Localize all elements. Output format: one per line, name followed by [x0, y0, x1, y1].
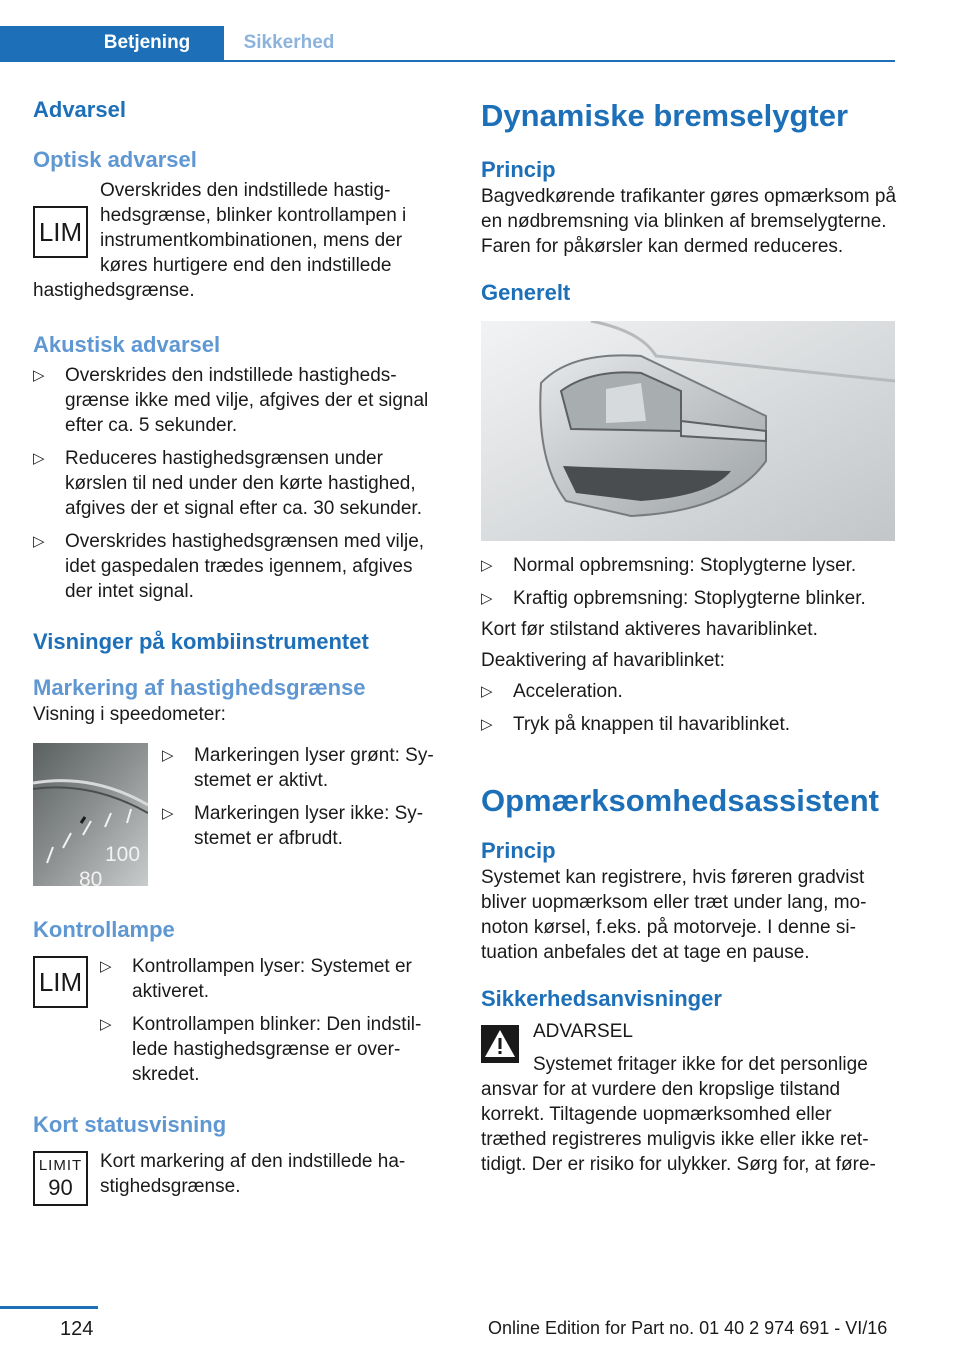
warning-heading: Advarsel	[33, 97, 126, 122]
control-lamp-list	[100, 954, 443, 1087]
section-tabs	[0, 26, 895, 62]
list-item: ▷ Markeringen lyser grønt: Systemet er aktivt.	[162, 743, 443, 793]
edition-text: Online Edition for Part no. 01 40 2 974 691 - VI/16	[488, 1318, 888, 1338]
brake-list	[481, 553, 896, 611]
list-item: ▷ Markeringen lyser ikke: Systemet er afbrudt.	[162, 801, 443, 851]
general-heading: Generelt	[481, 280, 571, 305]
list-item: ▷ Acceleration.	[481, 679, 896, 704]
marking-heading: Markering af hastighedsgrænse	[33, 675, 366, 700]
speed-label-80: 80	[79, 868, 103, 886]
safety-heading: Sikkerhedsanvisninger	[481, 986, 722, 1011]
limit-label: LIMIT	[38, 1157, 83, 1174]
principle-heading: Princip	[481, 157, 556, 182]
attention-heading: Opmærksomhedsassistent	[481, 783, 879, 818]
list-item: ▷ Overskrides hastighedsgrænsen med vilje, idet gaspedalen trædes igennem, afgives der intet signal.	[33, 529, 443, 604]
brake-lights-heading: Dynamiske bremselygter	[481, 98, 849, 133]
warning-block	[481, 1019, 896, 1177]
control-lamp-block	[33, 954, 443, 1087]
optical-warning-text: Overskrides den indstillede hastighedsgrænse, blinker kontrollampen i instrumentkombinationen, mens der køres hurtigere end den indstillede hastighedsgrænse.	[33, 180, 407, 301]
taillight-image	[481, 321, 895, 541]
list-item: ▷ Kraftig opbremsning: Stoplygterne blinker.	[481, 586, 896, 611]
speed-label-100: 100	[105, 843, 141, 866]
deactivation-list	[481, 679, 896, 737]
short-status-heading: Kort statusvisning	[33, 1112, 227, 1137]
principle-text: Bagvedkørende trafikanter gøres opmærksom på en nødbremsning via blinken af bremselygterne. Faren for påkørsler kan dermed reduceres.	[481, 186, 897, 257]
marking-block	[33, 743, 443, 886]
short-status-block	[33, 1149, 443, 1199]
acoustic-warning-list	[33, 363, 443, 604]
page-number: 124	[60, 1318, 94, 1340]
principle2-heading: Princip	[481, 838, 556, 863]
speedometer-image	[33, 743, 148, 886]
displays-heading: Visninger på kombiinstrumentet	[33, 629, 369, 654]
warning-label: ADVARSEL	[533, 1021, 633, 1042]
control-lamp-heading: Kontrollampe	[33, 917, 175, 942]
list-item: ▷ Kontrollampen lyser: Systemet er aktiveret.	[100, 954, 443, 1004]
short-status-text: Kort markering af den indstillede hastighedsgrænse.	[100, 1151, 406, 1197]
optical-warning-heading: Optisk advarsel	[33, 147, 197, 172]
acoustic-warning-heading: Akustisk advarsel	[33, 332, 221, 357]
footer-rule	[0, 1306, 98, 1309]
marking-list	[162, 743, 443, 851]
speedo-intro: Visning i speedometer:	[33, 704, 226, 725]
right-column	[481, 96, 896, 1177]
lim-indicator-icon: LIM	[33, 206, 88, 258]
deactivation-text: Deaktivering af havariblinket:	[481, 650, 725, 671]
limit-indicator-icon	[33, 1151, 88, 1206]
lim-indicator-icon: LIM	[33, 956, 88, 1008]
left-column	[33, 96, 443, 1206]
warning-triangle-icon	[481, 1025, 519, 1063]
hazard-text: Kort før stilstand aktiveres havariblinket.	[481, 619, 818, 640]
list-item: ▷ Normal opbremsning: Stoplygterne lyser.	[481, 553, 896, 578]
tab-betjening[interactable]: Betjening	[0, 26, 224, 60]
optical-warning-block	[33, 178, 443, 303]
list-item: ▷ Kontrollampen blinker: Den indstillede hastighedsgrænse er overskredet.	[100, 1012, 443, 1087]
principle2-text: Systemet kan registrere, hvis føreren gradvist bliver uopmærksom eller træt under lang, monoton kørsel, f.eks. på motorveje. I denne situation anbefales det at tage en pause.	[481, 867, 867, 963]
list-item: ▷ Overskrides den indstillede hastighedsgrænse ikke med vilje, afgives der et signal efter ca. 5 sekunder.	[33, 363, 443, 438]
tab-sikkerhed[interactable]: Sikkerhed	[243, 32, 335, 53]
list-item: ▷ Tryk på knappen til havariblinket.	[481, 712, 896, 737]
warning-text: Systemet fritager ikke for det personlige ansvar for at vurdere den kropslige tilstand korrekt. Tiltagende uopmærksomhed eller træthed registreres muligvis ikke eller ikke rettidigt. Der er risiko for ulykker. Sørg for, at føre-	[481, 1054, 876, 1175]
limit-value: 90	[48, 1175, 73, 1200]
list-item: ▷ Reduceres hastighedsgrænsen under kørslen til ned under den kørte hastighed, afgives der et signal efter ca. 30 sekunder.	[33, 446, 443, 521]
